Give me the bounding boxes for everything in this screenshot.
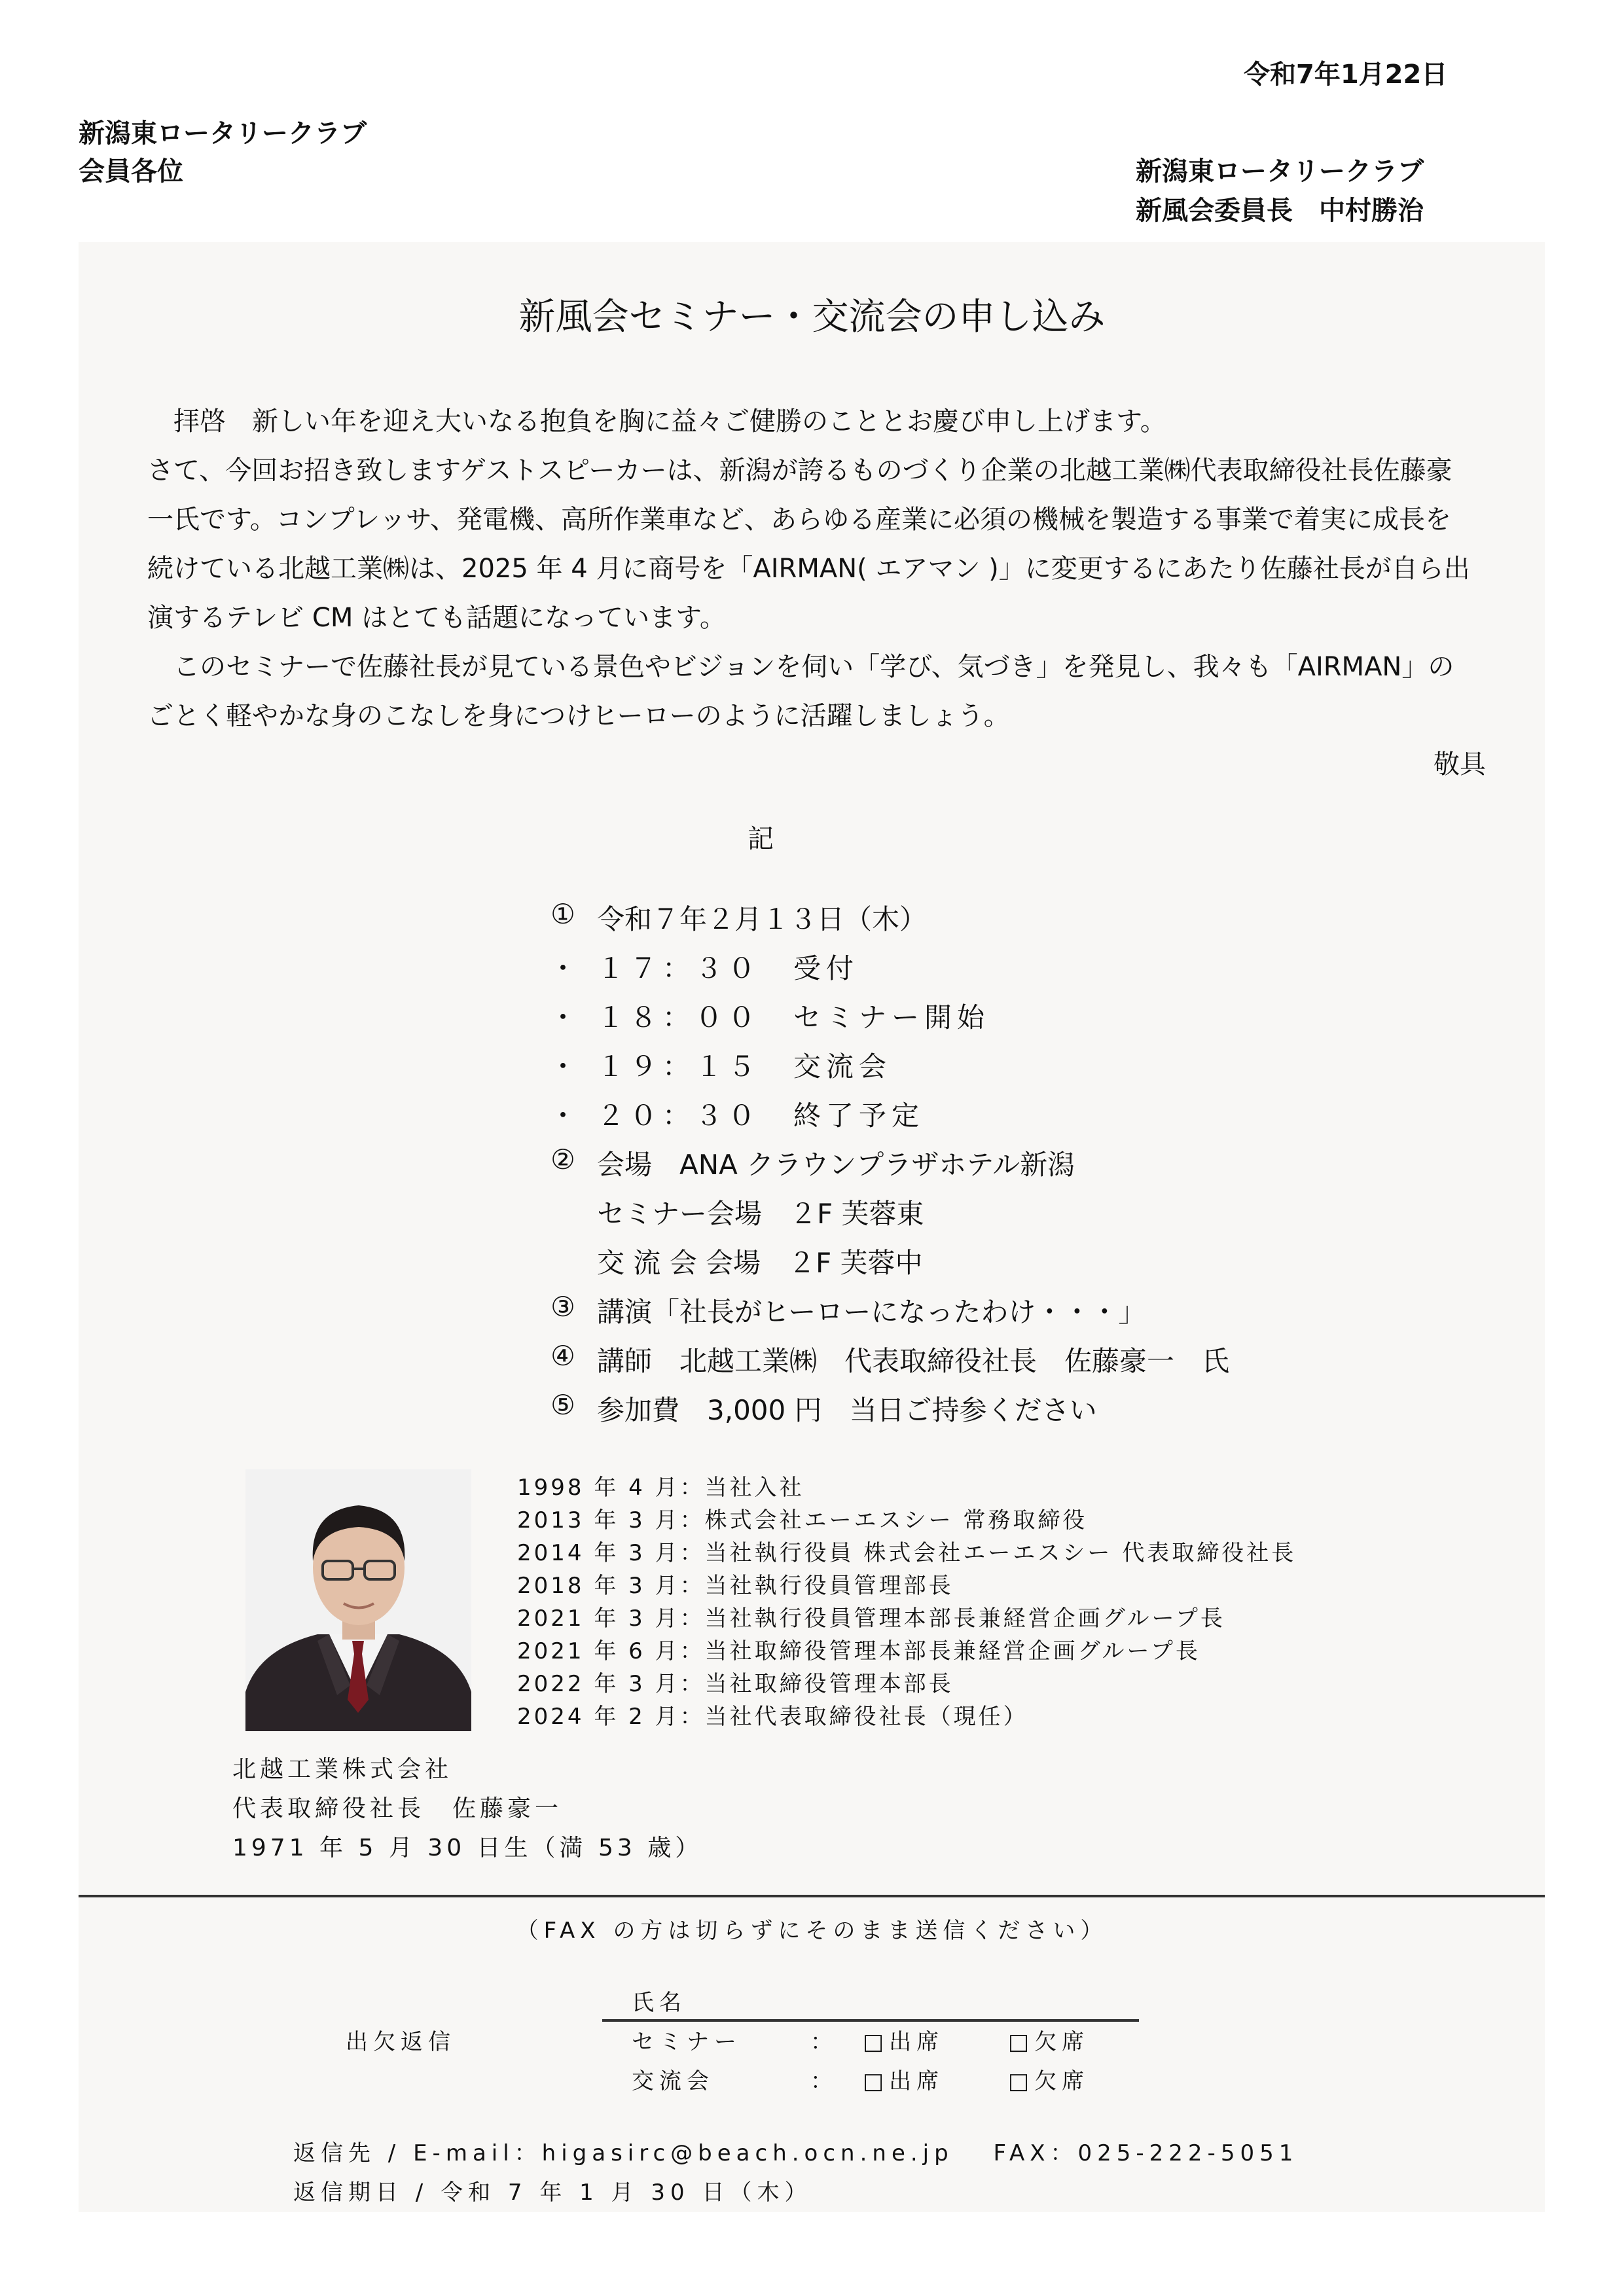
career-line: 2024 年 2 月：当社代表取締役社長（現任） — [517, 1704, 1028, 1730]
item-mark: ・ — [549, 1050, 577, 1083]
reply-deadline: 返信期日 / 令和 7 年 1 月 30 日（木） — [293, 2179, 812, 2206]
colon: ： — [810, 2029, 838, 2055]
closing-keigu: 敬具 — [1434, 749, 1486, 780]
networking-absent-checkbox[interactable]: □欠席 — [1008, 2068, 1090, 2094]
item-mark: ④ — [550, 1340, 575, 1372]
item-seminar-start: １８：００ セミナー開始 — [597, 1001, 990, 1033]
item-mark: ・ — [549, 1100, 577, 1132]
form-label: 出欠返信 — [346, 2029, 456, 2055]
item-venue: 会場 ANA クラウンプラザホテル新潟 — [597, 1149, 1075, 1181]
body-line: 拝啓 新しい年を迎え大いなる抱負を胸に益々ご健勝のこととお慶び申し上げます。 — [147, 406, 1166, 437]
career-line: 2014 年 3 月：当社執行役員 株式会社エーエスシー 代表取締役社長 — [517, 1540, 1297, 1566]
reply-contact: 返信先 / E-mail：higasirc@beach.ocn.ne.jp FAX：025-222-5051 — [293, 2140, 1299, 2166]
career-line: 2022 年 3 月：当社取締役管理本部長 — [517, 1671, 954, 1697]
name-label: 氏名 — [632, 1990, 687, 2016]
item-lecture: 講演「社長がヒーローになったわけ・・・」 — [597, 1296, 1146, 1328]
body-line: 一氏です。コンプレッサ、発電機、高所作業車など、あらゆる産業に必須の機械を製造する事業で着実に成長を — [147, 505, 1451, 535]
item-mark: ② — [550, 1143, 575, 1175]
item-mark: ⑤ — [550, 1389, 575, 1421]
body-line: 演するテレビ CM はとても話題になっています。 — [147, 603, 726, 633]
item-mark: ・ — [549, 1001, 577, 1033]
seminar-attend-checkbox[interactable]: □出席 — [863, 2029, 945, 2055]
name-underline — [602, 2019, 1139, 2022]
item-date: 令和７年２月１３日（木） — [597, 903, 928, 935]
addressee-members: 会員各位 — [79, 156, 183, 187]
body-line: このセミナーで佐藤社長が見ている景色やビジョンを伺い「学び、気づき」を発見し、我々も「AIRMAN」の — [147, 652, 1454, 682]
speaker-photo — [245, 1469, 471, 1731]
issue-date: 令和7年1月22日 — [1244, 60, 1448, 90]
item-fee: 参加費 3,000 円 当日ご持参ください — [597, 1394, 1097, 1426]
ki-heading: 記 — [748, 824, 774, 854]
body-line: 続けている北越工業㈱は、2025 年 4 月に商号を「AIRMAN( エアマン )」に変更するにあたり佐藤社長が自ら出 — [147, 554, 1470, 584]
sender-org: 新潟東ロータリークラブ — [1136, 156, 1424, 187]
seminar-absent-checkbox[interactable]: □欠席 — [1008, 2029, 1090, 2055]
networking-label: 交流会 — [632, 2068, 714, 2094]
fax-note: （FAX の方は切らずにそのまま送信ください） — [516, 1918, 1108, 1944]
item-speaker: 講師 北越工業㈱ 代表取締役社長 佐藤豪一 氏 — [597, 1345, 1230, 1377]
body-line: ごとく軽やかな身のこなしを身につけヒーローのように活躍しましょう。 — [147, 701, 1010, 731]
item-mark: ① — [550, 898, 575, 930]
sender-name: 新風会委員長 中村勝治 — [1136, 196, 1424, 226]
caption-company: 北越工業株式会社 — [232, 1756, 453, 1783]
career-line: 2021 年 6 月：当社取締役管理本部長兼経営企画グループ長 — [517, 1638, 1200, 1664]
item-mark: ③ — [550, 1291, 575, 1323]
caption-title: 代表取締役社長 佐藤豪一 — [232, 1795, 563, 1822]
divider-line — [79, 1895, 1545, 1897]
caption-birthdate: 1971 年 5 月 30 日生（満 53 歳） — [232, 1835, 703, 1861]
item-mark: ・ — [549, 952, 577, 984]
item-networking-room: 交 流 会 会場 ２F 芙蓉中 — [597, 1247, 923, 1279]
item-seminar-room: セミナー会場 ２F 芙蓉東 — [597, 1198, 924, 1230]
item-networking: １９：１５ 交流会 — [597, 1050, 892, 1083]
career-line: 1998 年 4 月：当社入社 — [517, 1475, 804, 1501]
networking-attend-checkbox[interactable]: □出席 — [863, 2068, 945, 2094]
addressee-org: 新潟東ロータリークラブ — [79, 118, 367, 149]
item-end: ２０：３０ 終了予定 — [597, 1100, 925, 1132]
colon: ： — [810, 2068, 838, 2094]
career-line: 2013 年 3 月：株式会社エーエスシー 常務取締役 — [517, 1507, 1088, 1534]
page-title: 新風会セミナー・交流会の申し込み — [518, 296, 1106, 338]
body-line: さて、今回お招き致しますゲストスピーカーは、新潟が誇るものづくり企業の北越工業㈱代表取締役社長佐藤豪 — [147, 456, 1453, 486]
seminar-label: セミナー — [632, 2029, 742, 2055]
item-reception: １７：３０ 受付 — [597, 952, 859, 984]
career-line: 2018 年 3 月：当社執行役員管理部長 — [517, 1573, 954, 1599]
career-line: 2021 年 3 月：当社執行役員管理本部長兼経営企画グループ長 — [517, 1605, 1225, 1632]
